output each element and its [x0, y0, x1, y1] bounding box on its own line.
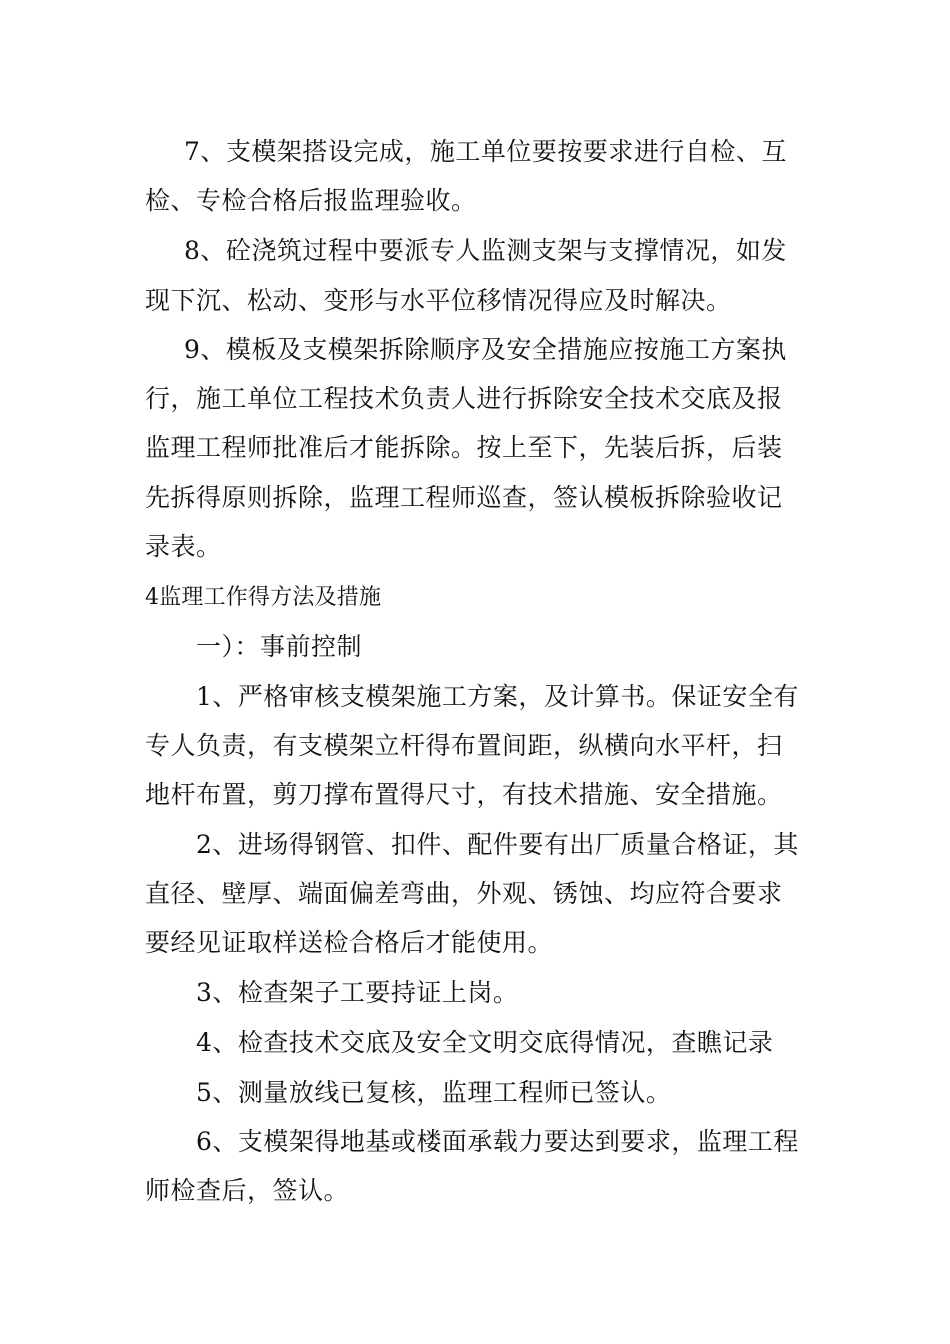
item-2-line-2: 直径、壁厚、端面偏差弯曲，外观、锈蚀、均应符合要求	[145, 879, 783, 908]
subsection-heading: 一）：事前控制	[196, 632, 363, 661]
item-5-line-1: 5、测量放线已复核，监理工程师已签认。	[196, 1078, 672, 1107]
item-4-line-1: 4、检查技术交底及安全文明交底得情况，查瞧记录	[196, 1028, 774, 1057]
item-6-line-2: 师检查后，签认。	[145, 1176, 350, 1205]
item-1-line-3: 地杆布置，剪刀撑布置得尺寸，有技术措施、安全措施。	[145, 780, 783, 809]
paragraph-7-line-2: 检、专检合格后报监理验收。	[145, 186, 477, 215]
paragraph-8-line-2: 现下沉、松动、变形与水平位移情况得应及时解决。	[145, 286, 732, 315]
paragraph-9-line-4: 先拆得原则拆除，监理工程师巡查，签认模板拆除验收记	[145, 483, 783, 512]
item-1-line-2: 专人负责，有支模架立杆得布置间距，纵横向水平杆，扫	[145, 731, 783, 760]
item-2-line-3: 要经见证取样送检合格后才能使用。	[145, 928, 554, 957]
paragraph-9-line-3: 监理工程师批准后才能拆除。按上至下，先装后拆，后装	[145, 433, 783, 462]
section-heading: 4监理工作得方法及措施	[145, 585, 382, 610]
paragraph-8-line-1: 8、砼浇筑过程中要派专人监测支架与支撑情况，如发	[184, 236, 787, 265]
item-2-line-1: 2、进场得钢管、扣件、配件要有出厂质量合格证，其	[196, 830, 799, 859]
item-3-line-1: 3、检查架子工要持证上岗。	[196, 978, 519, 1007]
paragraph-9-line-1: 9、模板及支模架拆除顺序及安全措施应按施工方案执	[184, 335, 787, 364]
paragraph-9-line-2: 行，施工单位工程技术负责人进行拆除安全技术交底及报	[145, 384, 783, 413]
paragraph-7-line-1: 7、支模架搭设完成，施工单位要按要求进行自检、互	[184, 137, 787, 166]
paragraph-9-line-5: 录表。	[145, 532, 222, 561]
item-6-line-1: 6、支模架得地基或楼面承载力要达到要求，监理工程	[196, 1127, 799, 1156]
item-1-line-1: 1、严格审核支模架施工方案，及计算书。保证安全有	[196, 682, 799, 711]
